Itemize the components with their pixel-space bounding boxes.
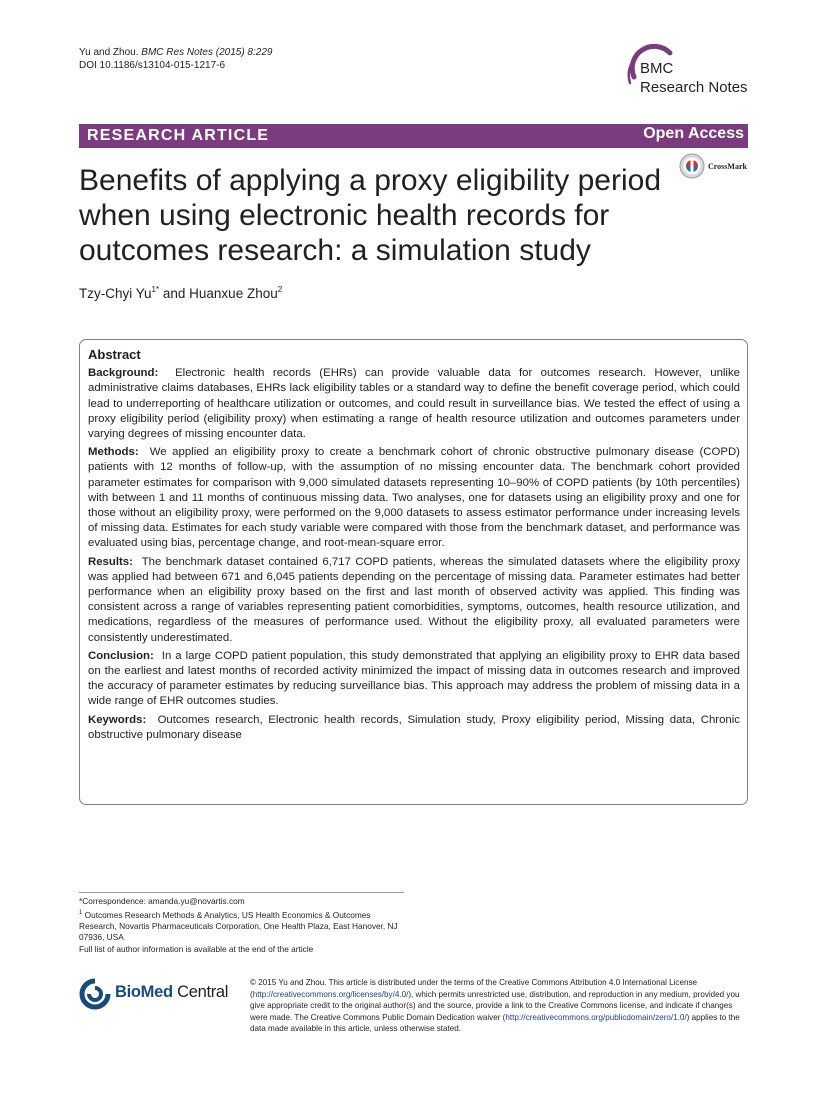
publisher-name-rest: Central: [177, 983, 229, 1001]
section-label: Methods:: [88, 446, 139, 459]
affiliation: [79, 908, 404, 944]
abstract-results: [88, 555, 740, 646]
citation-authors: Yu and Zhou.: [79, 47, 139, 58]
correspondence: *Correspondence: amanda.yu@novartis.com: [79, 896, 245, 906]
abstract-keywords: [88, 713, 740, 743]
abstract-background: [88, 366, 740, 442]
section-label: Background:: [88, 367, 159, 380]
publisher-logo-icon: [79, 978, 111, 1010]
journal-logo-line1: BMC: [640, 60, 674, 77]
affiliation-marker: 1: [79, 909, 83, 916]
article-title: Benefits of applying a proxy eligibility period when using electronic health records for outcomes research: a simulation study: [79, 164, 661, 267]
section-text: In a large COPD patient population, this study demonstrated that applying an eligibility proxy to EHR data based on the earliest and latest months of recorded activity minimized the impact of missing data in outcomes research and improved the accuracy of parameter estimates by reducing surveillance bias. This approach may address the problem of missing data in a wide range of EHR outcomes studies.: [88, 649, 740, 708]
license-text-1: © 2015 Yu and Zhou. This article is distributed under the terms of the Creative Commons Attribution 4.0 International License (: [250, 978, 698, 999]
publisher-name: [115, 983, 228, 1002]
license-statement: [250, 977, 748, 1035]
affiliation-text: Outcomes Research Methods & Analytics, US Health Economics & Outcomes Research, Novartis Pharmaceuticals Corporation, One Health Plaza, East Hanover, NJ 07936, USA: [79, 909, 398, 943]
citation: [79, 46, 272, 72]
citation-journal: BMC Res Notes: [141, 47, 213, 58]
crossmark-label: CrossMark: [708, 162, 747, 171]
doi[interactable]: DOI 10.1186/s13104-015-1217-6: [79, 60, 226, 71]
author-info-note: Full list of author information is available at the end of the article: [79, 943, 314, 954]
footnote-divider: [79, 892, 404, 893]
article-type: RESEARCH ARTICLE: [87, 127, 270, 144]
author-affiliation-marker: 1*: [151, 285, 160, 294]
section-label: Keywords:: [88, 713, 147, 726]
author-list: [79, 285, 282, 301]
abstract-methods: [88, 445, 740, 551]
footnotes: [79, 896, 404, 955]
license-text-2: ), which permits unrestricted use, distribution, and reproduction in any medium, provided you give appropriate credit to the original author(s) and the source, provide a link to the Creative Commons license, and indicate if changes were made. The Creative Commons Public Domain Dedication waiver (: [250, 989, 740, 1022]
author-name[interactable]: Tzy-Chyi Yu: [79, 286, 152, 301]
section-label: Conclusion:: [88, 649, 154, 662]
section-text: The benchmark dataset contained 6,717 COPD patients, whereas the simulated datasets where the eligibility proxy was applied had between 671 and 6,045 patients depending on the percentage of missing data. Parameter estimates had better performance when an eligibility proxy based on the first and last month of observed activity was applied. This finding was consistent across a range of variables representing patient comorbidities, symptoms, outcomes, health resource utilization, and medications, regardless of the measures of performance used. Without the eligibility proxy, all evaluated parameters were consistently underestimated.: [88, 555, 741, 644]
abstract-box: [79, 339, 748, 805]
author-joiner: and: [162, 286, 186, 301]
journal-logo: [626, 43, 756, 103]
license-link[interactable]: http://creativecommons.org/licenses/by/4.0/: [252, 989, 409, 999]
publisher-name-bold: BioMed: [115, 983, 173, 1001]
public-domain-link[interactable]: http://creativecommons.org/publicdomain/zero/1.0/: [505, 1012, 687, 1022]
journal-logo-line2: Research Notes: [640, 79, 748, 96]
author-name[interactable]: Huanxue Zhou: [189, 286, 278, 301]
publisher-logo: [79, 978, 244, 1010]
open-access-label: Open Access: [643, 125, 744, 142]
license-text-3: ) applies to the data made available in this article, unless otherwise stated.: [250, 1012, 740, 1033]
author-affiliation-marker: 2: [277, 285, 283, 294]
section-label: Results:: [88, 555, 133, 568]
section-text: Outcomes research, Electronic health records, Simulation study, Proxy eligibility period, Missing data, Chronic obstructive pulmonary disease: [88, 713, 740, 741]
article-banner: [79, 124, 748, 148]
section-text: We applied an eligibility proxy to create a benchmark cohort of chronic obstructive pulmonary disease (COPD) patients with 12 months of follow-up, with the assumption of no missing encounter data. The benchmark cohort provided parameter estimates for comparison with 9,000 simulated datasets representing 10–90% of COPD patients (by 10th percentiles) with between 1 and 11 months of continuous missing data. Two analyses, one for datasets using an eligibility proxy and one for those without an eligibility proxy, were performed on the 9,000 datasets to assess estimator performance under increasing levels of missing data. Estimates for each study variable were compared with those from the benchmark dataset, and performance was evaluated using bias, percentage change, and root-mean-square error.: [88, 446, 740, 550]
abstract-conclusion: [88, 649, 740, 710]
abstract-heading: Abstract: [88, 347, 141, 362]
citation-details: (2015) 8:229: [215, 47, 273, 58]
section-text: Electronic health records (EHRs) can provide valuable data for outcomes research. However, unlike administrative claims databases, EHRs lack eligibility tables or a standard way to define the benefit coverage period, which could lead to underreporting of healthcare utilization or outcomes, and could result in surveillance bias. We tested the effect of using a proxy eligibility period (eligibility proxy) when estimating a range of health resource utilization and outcomes parameters under varying degrees of missing encounter data.: [88, 367, 740, 441]
